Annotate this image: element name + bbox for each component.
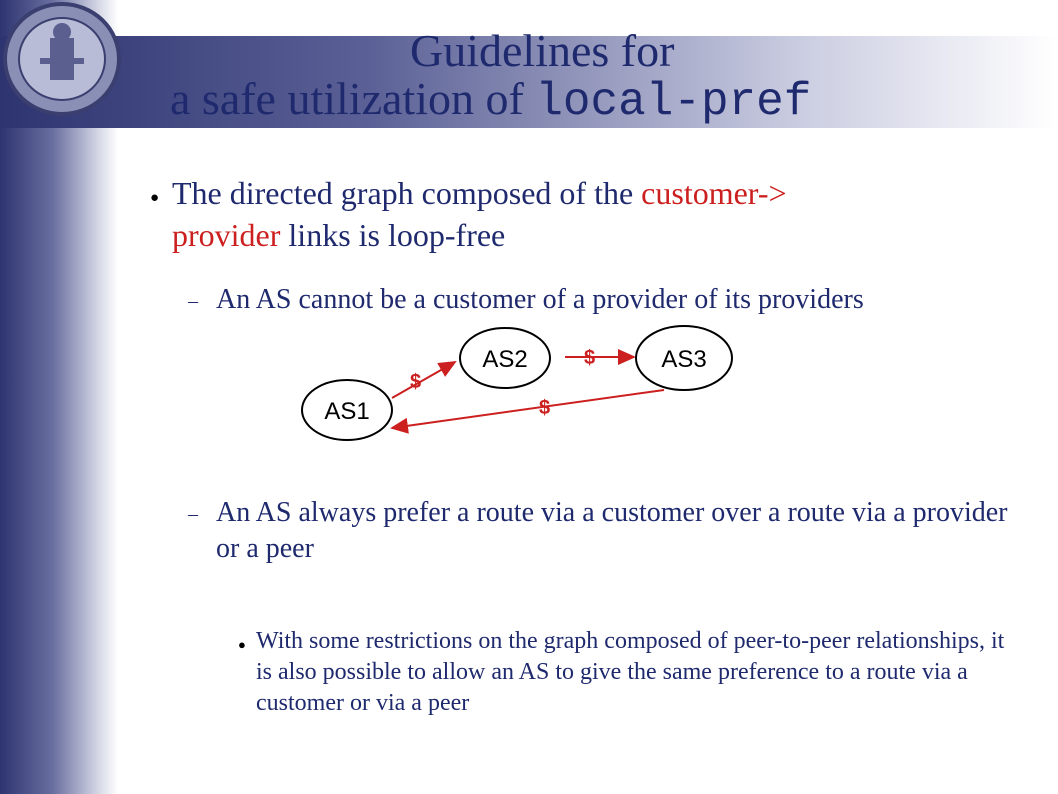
sub-bullet-3: With some restrictions on the graph composed of peer-to-peer relationships, it is also possible to allow an AS to give the same preference to a route via a customer or via a peer [256, 628, 1005, 716]
node-as2-label: AS2 [482, 346, 528, 373]
edge-label-dollar: $ [584, 347, 596, 369]
node-as3-label: AS3 [661, 346, 707, 373]
main-bullet-part2: links is loop-free [280, 217, 506, 253]
bullet-dot-icon: ● [150, 190, 160, 206]
sub-bullet-1: An AS cannot be a customer of a provider of its providers [216, 284, 864, 315]
slide-title-line1: Guidelines for [410, 25, 675, 76]
edge-as1-as2 [392, 362, 455, 398]
dash-icon: – [188, 290, 198, 312]
sub-bullet-2: An AS always prefer a route via a customer over a route via a provider or a peer [216, 497, 1008, 564]
node-as1-label: AS1 [324, 398, 370, 425]
edge-as3-as1 [392, 390, 664, 428]
main-bullet-part1: The directed graph composed of the [172, 175, 642, 211]
edge-label-dollar: $ [410, 371, 422, 393]
title-text: a safe utilization of [170, 73, 536, 124]
dash-icon: – [188, 503, 198, 525]
main-bullet-highlight: customer-> provider [172, 175, 787, 253]
edge-label-dollar: $ [539, 397, 551, 419]
title-code: local-pref [535, 76, 812, 128]
bullet-dot-icon: ● [238, 637, 246, 652]
